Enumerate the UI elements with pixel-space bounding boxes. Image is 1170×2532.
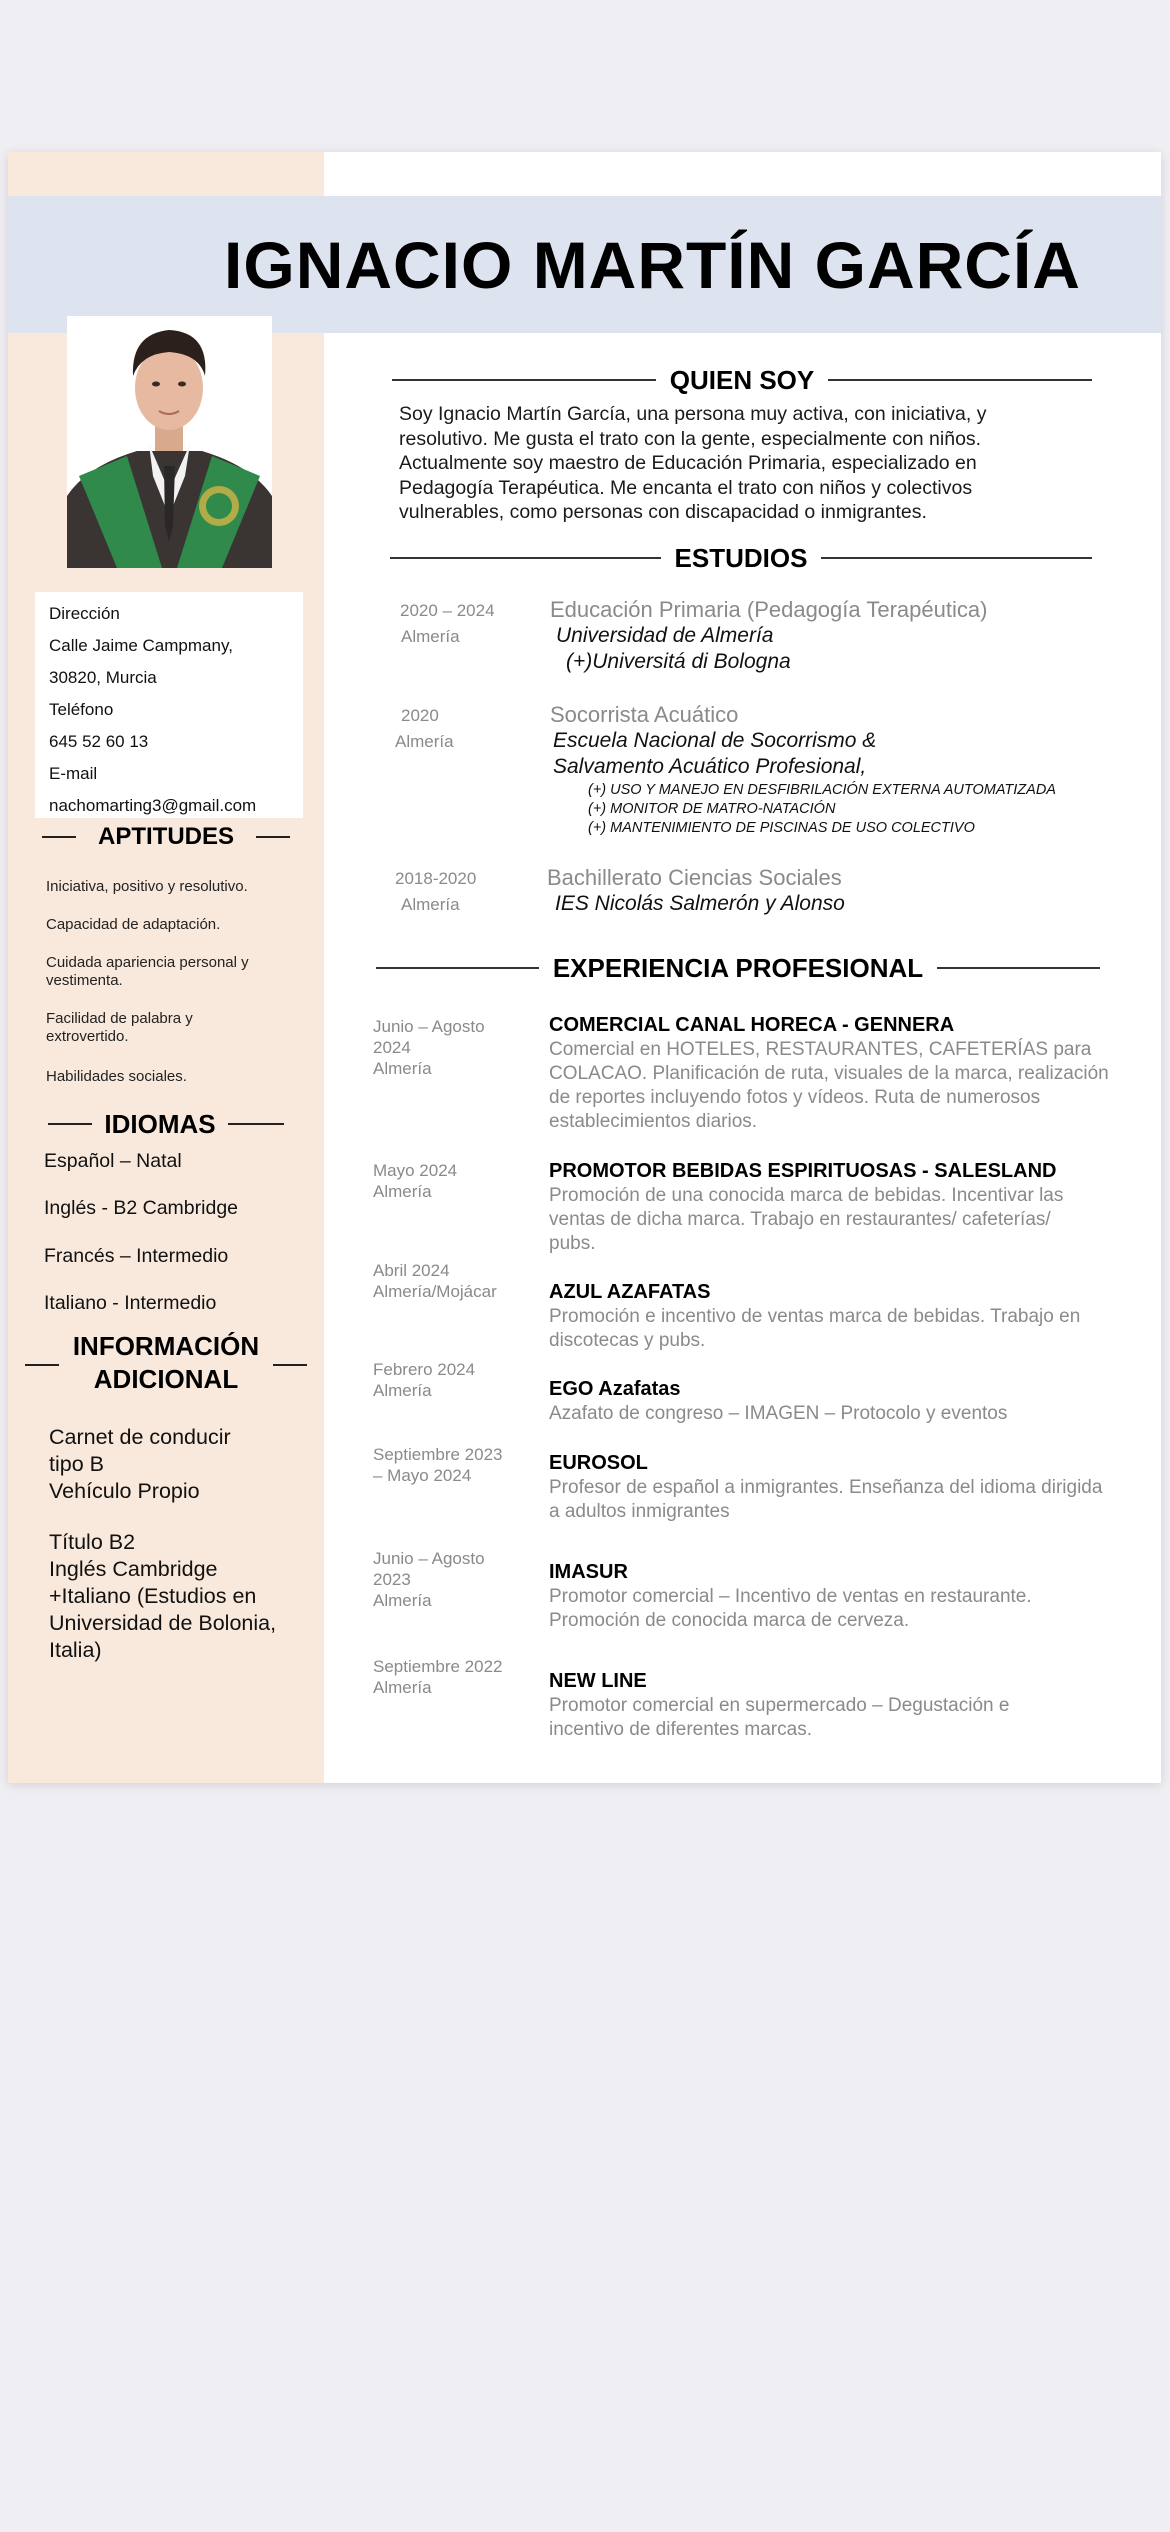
info-title-line-2: ADICIONAL — [93, 1364, 239, 1394]
exp-title: NEW LINE — [549, 1670, 647, 1692]
phone-value[interactable]: 645 52 60 13 — [49, 732, 149, 751]
heading-rule — [376, 967, 539, 969]
exp-date-line: 2024 — [373, 1038, 411, 1057]
heading-rule — [828, 379, 1092, 381]
exp-date-line: Almería — [373, 1381, 432, 1400]
exp-date-line: Almería — [373, 1059, 432, 1078]
info-line: +Italiano (Estudios en — [49, 1584, 257, 1608]
exp-date — [373, 1444, 528, 1486]
aptitude-item: Cuidada apariencia personal y vestimenta. — [46, 954, 249, 989]
exp-date-line: Junio – Agosto — [373, 1549, 485, 1568]
exp-date-line: Septiembre 2022 — [373, 1657, 503, 1676]
edu-title: Educación Primaria (Pedagogía Terapéutica) — [550, 597, 988, 622]
heading-rule — [42, 836, 76, 838]
exp-desc: Azafato de congreso – IMAGEN – Protocolo y eventos — [549, 1403, 1008, 1424]
idiomas-title: IDIOMAS — [104, 1108, 216, 1139]
exp-date-line: Abril 2024 — [373, 1261, 450, 1280]
exp-date — [373, 1160, 528, 1202]
edu-title: Socorrista Acuático — [550, 702, 739, 727]
exp-desc: Comercial en HOTELES, RESTAURANTES, CAFETERÍAS para COLACAO. Planificación de ruta, visuales de la marca, realización de reportes incluyendo fotos y vídeos. Ruta de numerosos establecimientos diarios. — [549, 1039, 1109, 1132]
contact-box — [35, 592, 303, 818]
exp-date-line: Almería — [373, 1591, 432, 1610]
exp-desc: Promotor comercial en supermercado – Degustación e incentivo de diferentes marcas. — [549, 1695, 1010, 1740]
exp-date-line: Almería — [373, 1182, 432, 1201]
info-line: tipo B — [49, 1452, 104, 1476]
info-title-line-1: INFORMACIÓN — [72, 1331, 260, 1361]
exp-title: PROMOTOR BEBIDAS ESPIRITUOSAS - SALESLAND — [549, 1160, 1057, 1182]
edu-school: (+)Universitá di Bologna — [566, 650, 791, 673]
edu-title: Bachillerato Ciencias Sociales — [547, 865, 842, 890]
edu-school: Escuela Nacional de Socorrismo & — [553, 729, 877, 752]
edu-school: Universidad de Almería — [556, 624, 774, 647]
heading-rule — [390, 557, 661, 559]
language-item: Francés – Intermedio — [44, 1245, 229, 1267]
candidate-name: IGNACIO MARTÍN GARCÍA — [224, 227, 1081, 302]
exp-date-line: Junio – Agosto — [373, 1017, 485, 1036]
exp-date — [373, 1548, 528, 1611]
exp-desc: Promotor comercial – Incentivo de ventas en restaurante. Promoción de conocida marca de cerveza. — [549, 1586, 1032, 1631]
aptitude-item: Habilidades sociales. — [46, 1068, 187, 1085]
heading-rule — [937, 967, 1100, 969]
exp-desc: Promoción de una conocida marca de bebidas. Incentivar las ventas de dicha marca. Trabajo en restaurantes/ cafeterías/ pubs. — [549, 1185, 1064, 1254]
exp-date-line: – Mayo 2024 — [373, 1466, 472, 1485]
aptitudes-heading — [8, 818, 324, 856]
info-adicional-title — [73, 1330, 259, 1396]
info-line: Universidad de Bolonia, — [49, 1611, 277, 1635]
quien-soy-heading — [392, 362, 1092, 398]
phone-label: Teléfono — [49, 700, 114, 719]
aptitudes-title: APTITUDES — [97, 823, 234, 850]
exp-title: AZUL AZAFATAS — [549, 1281, 711, 1303]
resume-page — [8, 152, 1161, 1783]
experiencia-title: EXPERIENCIA PROFESIONAL — [552, 952, 924, 983]
heading-rule — [821, 557, 1092, 559]
aptitude-item: Iniciativa, positivo y resolutivo. — [46, 878, 248, 895]
exp-date-line: Mayo 2024 — [373, 1161, 458, 1180]
heading-rule — [228, 1123, 284, 1125]
exp-date-line: 2023 — [373, 1570, 411, 1589]
email-value[interactable]: nachomarting3@gmail.com — [49, 796, 257, 815]
email-label: E-mail — [49, 764, 98, 783]
edu-extra: (+) MONITOR DE MATRO-NATACIÓN — [588, 801, 836, 817]
heading-rule — [273, 1364, 307, 1366]
edu-place: Almería — [401, 895, 460, 914]
estudios-title: ESTUDIOS — [674, 542, 808, 573]
address-label: Dirección — [49, 604, 120, 623]
heading-rule — [392, 379, 656, 381]
language-item: Italiano - Intermedio — [44, 1292, 217, 1314]
quien-soy-title: QUIEN SOY — [669, 364, 815, 395]
info-line: Vehículo Propio — [49, 1479, 200, 1503]
language-item: Español – Natal — [44, 1150, 182, 1172]
exp-title: EGO Azafatas — [549, 1378, 681, 1400]
exp-date — [373, 1656, 528, 1698]
exp-date-line: Febrero 2024 — [373, 1360, 476, 1379]
info-line: Inglés Cambridge — [49, 1557, 218, 1581]
aptitude-item: Facilidad de palabra y extrovertido. — [46, 1010, 193, 1045]
address-line-1: Calle Jaime Campmany, — [49, 636, 233, 655]
edu-extra: (+) MANTENIMIENTO DE PISCINAS DE USO COLECTIVO — [588, 820, 975, 836]
heading-rule — [48, 1123, 92, 1125]
exp-desc: Promoción e incentivo de ventas marca de bebidas. Trabajo en discotecas y pubs. — [549, 1306, 1081, 1351]
edu-place: Almería — [395, 732, 454, 751]
info-block-languages — [49, 1529, 319, 1664]
experiencia-heading — [376, 949, 1100, 987]
estudios-heading — [390, 540, 1092, 576]
edu-place: Almería — [401, 627, 460, 646]
aptitude-item: Capacidad de adaptación. — [46, 916, 221, 933]
exp-title: IMASUR — [549, 1561, 628, 1583]
idiomas-heading — [8, 1105, 324, 1143]
exp-date — [373, 1359, 528, 1401]
exp-date — [373, 1260, 528, 1302]
info-line: Italia) — [49, 1638, 102, 1662]
exp-date-line: Almería — [373, 1678, 432, 1697]
edu-date: 2020 – 2024 — [400, 601, 495, 620]
about-text: Soy Ignacio Martín García, una persona muy activa, con iniciativa, y resolutivo. Me gusta el trato con la gente, especialmente con niños. Actualmente soy maestro de Educación Primaria, especializado en Pedagogía Terapéutica. Me encanta el trato con niños y colectivos vulnerables, como personas con discapacidad o inmigrantes. — [399, 403, 987, 523]
profile-photo — [67, 316, 272, 568]
edu-date: 2020 — [401, 706, 439, 725]
portrait-illustration — [67, 316, 272, 568]
info-line: Carnet de conducir — [49, 1425, 231, 1449]
exp-date-line: Almería/Mojácar — [373, 1282, 497, 1301]
exp-desc: Profesor de español a inmigrantes. Enseñanza del idioma dirigida a adultos inmigrantes — [549, 1477, 1103, 1522]
exp-title: EUROSOL — [549, 1452, 648, 1474]
heading-rule — [25, 1364, 59, 1366]
info-line: Título B2 — [49, 1530, 136, 1554]
exp-title: COMERCIAL CANAL HORECA - GENNERA — [549, 1014, 955, 1036]
exp-date-line: Septiembre 2023 — [373, 1445, 503, 1464]
language-item: Inglés - B2 Cambridge — [44, 1197, 239, 1219]
edu-extra: (+) USO Y MANEJO EN DESFIBRILACIÓN EXTERNA AUTOMATIZADA — [588, 782, 1056, 798]
address-line-2: 30820, Murcia — [49, 668, 157, 687]
edu-school: Salvamento Acuático Profesional, — [553, 755, 867, 778]
heading-rule — [256, 836, 290, 838]
info-block-driving — [49, 1424, 319, 1505]
edu-school: IES Nicolás Salmerón y Alonso — [555, 892, 845, 915]
exp-date — [373, 1016, 528, 1079]
edu-date: 2018-2020 — [395, 869, 477, 888]
info-adicional-heading — [8, 1328, 324, 1398]
